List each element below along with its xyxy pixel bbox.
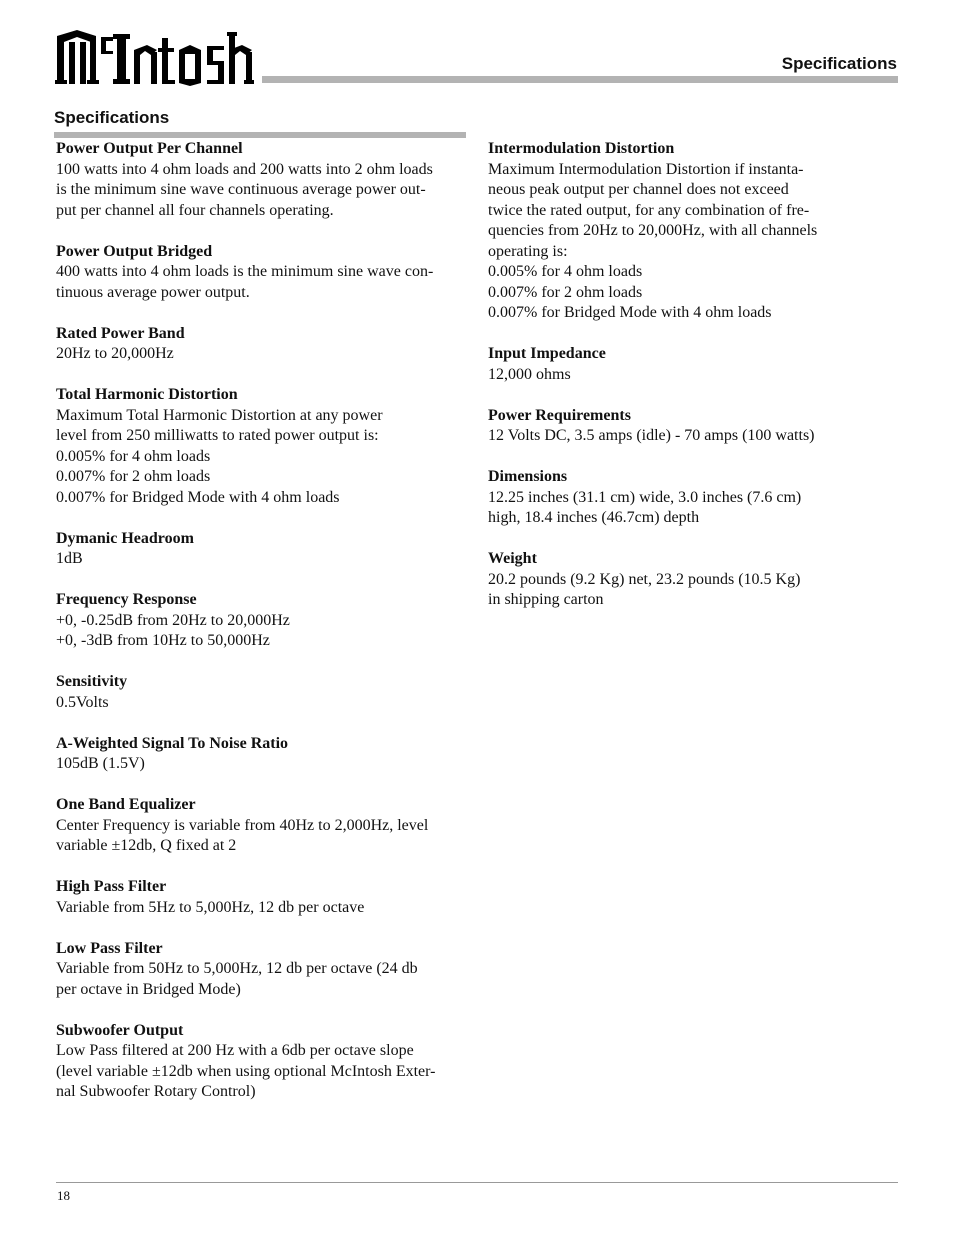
spec-line: +0, -0.25dB from 20Hz to 20,000Hz: [56, 611, 290, 629]
spec-line: neous peak output per channel does not exceed: [488, 181, 789, 198]
spec-line: twice the rated output, for any combination of fre-: [488, 201, 810, 219]
spec-line: tinuous average power output.: [56, 283, 250, 301]
spec-item: [56, 590, 476, 652]
spec-heading: Subwoofer Output: [56, 1021, 184, 1039]
spec-line: Maximum Total Harmonic Distortion at any power: [56, 406, 383, 424]
specs-left-column: [56, 139, 476, 1123]
spec-line: Variable from 5Hz to 5,000Hz, 12 db per octave: [56, 898, 365, 916]
spec-item: [488, 344, 868, 385]
spec-line: 0.007% for 2 ohm loads: [488, 283, 643, 301]
spec-line: 0.007% for Bridged Mode with 4 ohm loads: [56, 488, 340, 506]
spec-item: [56, 324, 476, 365]
spec-heading: High Pass Filter: [56, 878, 167, 895]
spec-heading: Power Output Per Channel: [56, 140, 243, 157]
spec-line: +0, -3dB from 10Hz to 50,000Hz: [56, 632, 270, 649]
spec-heading: A-Weighted Signal To Noise Ratio: [56, 734, 289, 752]
spec-item: [56, 139, 476, 221]
spec-heading: Dymanic Headroom: [56, 529, 194, 547]
section-rule: [54, 132, 466, 138]
spec-item: [488, 406, 868, 447]
spec-heading: Weight: [488, 550, 537, 567]
spec-line: Center Frequency is variable from 40Hz to 2,000Hz, level: [56, 816, 429, 834]
spec-heading: Total Harmonic Distortion: [56, 386, 238, 403]
spec-item: [488, 549, 868, 611]
spec-item: [488, 139, 868, 324]
spec-line: 20.2 pounds (9.2 Kg) net, 23.2 pounds (10.5 Kg): [488, 570, 801, 588]
spec-line: variable ±12db, Q fixed at 2: [56, 837, 237, 854]
spec-line: Variable from 50Hz to 5,000Hz, 12 db per octave (24 db: [56, 960, 418, 977]
page-number: 18: [57, 1188, 70, 1203]
spec-heading: One Band Equalizer: [56, 796, 196, 813]
spec-line: operating is:: [488, 242, 568, 260]
spec-line: 0.5Volts: [56, 693, 109, 711]
spec-item: [56, 734, 476, 775]
mcintosh-logo: [55, 28, 261, 86]
spec-heading: Low Pass Filter: [56, 939, 163, 957]
header-title: Specifications: [781, 54, 897, 73]
spec-line: 400 watts into 4 ohm loads is the minimum sine wave con-: [56, 263, 434, 280]
spec-line: Maximum Intermodulation Distortion if instanta-: [488, 160, 804, 178]
spec-line: 100 watts into 4 ohm loads and 200 watts into 2 ohm loads: [56, 160, 433, 178]
spec-line: put per channel all four channels operating.: [56, 201, 334, 219]
spec-line: (level variable ±12db when using optional McIntosh Exter-: [56, 1062, 436, 1080]
spec-line: 0.005% for 4 ohm loads: [56, 447, 211, 465]
spec-item: [56, 529, 476, 570]
specs-right-column: [488, 139, 868, 631]
spec-line: level from 250 milliwatts to rated power output is:: [56, 427, 379, 444]
spec-item: [56, 939, 476, 1001]
spec-line: 12.25 inches (31.1 cm) wide, 3.0 inches (7.6 cm): [488, 488, 802, 506]
spec-line: in shipping carton: [488, 591, 604, 608]
spec-line: is the minimum sine wave continuous average power out-: [56, 181, 426, 198]
spec-line: 20Hz to 20,000Hz: [56, 345, 174, 362]
spec-line: 0.005% for 4 ohm loads: [488, 263, 643, 280]
spec-heading: Power Requirements: [488, 406, 631, 424]
spec-line: nal Subwoofer Rotary Control): [56, 1083, 256, 1100]
spec-item: [56, 1021, 476, 1103]
spec-line: quencies from 20Hz to 20,000Hz, with all channels: [488, 222, 818, 239]
spec-item: [56, 795, 476, 857]
spec-line: 12 Volts DC, 3.5 amps (idle) - 70 amps (100 watts): [488, 427, 815, 444]
section-title: Specifications: [54, 108, 170, 127]
footer-rule: [56, 1182, 898, 1183]
spec-item: [56, 242, 476, 304]
spec-line: high, 18.4 inches (46.7cm) depth: [488, 509, 700, 526]
spec-line: per octave in Bridged Mode): [56, 980, 241, 998]
spec-item: [488, 467, 868, 529]
spec-heading: Input Impedance: [488, 345, 606, 362]
spec-heading: Intermodulation Distortion: [488, 140, 675, 157]
spec-line: 105dB (1.5V): [56, 755, 145, 772]
spec-line: 0.007% for Bridged Mode with 4 ohm loads: [488, 304, 772, 321]
spec-item: [56, 672, 476, 713]
spec-line: 12,000 ohms: [488, 365, 571, 383]
spec-heading: Rated Power Band: [56, 324, 185, 342]
spec-item: [56, 877, 476, 918]
spec-item: [56, 385, 476, 508]
spec-line: Low Pass filtered at 200 Hz with a 6db per octave slope: [56, 1042, 414, 1059]
spec-line: 1dB: [56, 550, 83, 567]
spec-heading: Dimensions: [488, 468, 568, 485]
spec-heading: Frequency Response: [56, 591, 197, 608]
spec-heading: Sensitivity: [56, 673, 128, 690]
spec-heading: Power Output Bridged: [56, 242, 213, 260]
header-rule: [262, 76, 898, 83]
spec-line: 0.007% for 2 ohm loads: [56, 468, 211, 485]
